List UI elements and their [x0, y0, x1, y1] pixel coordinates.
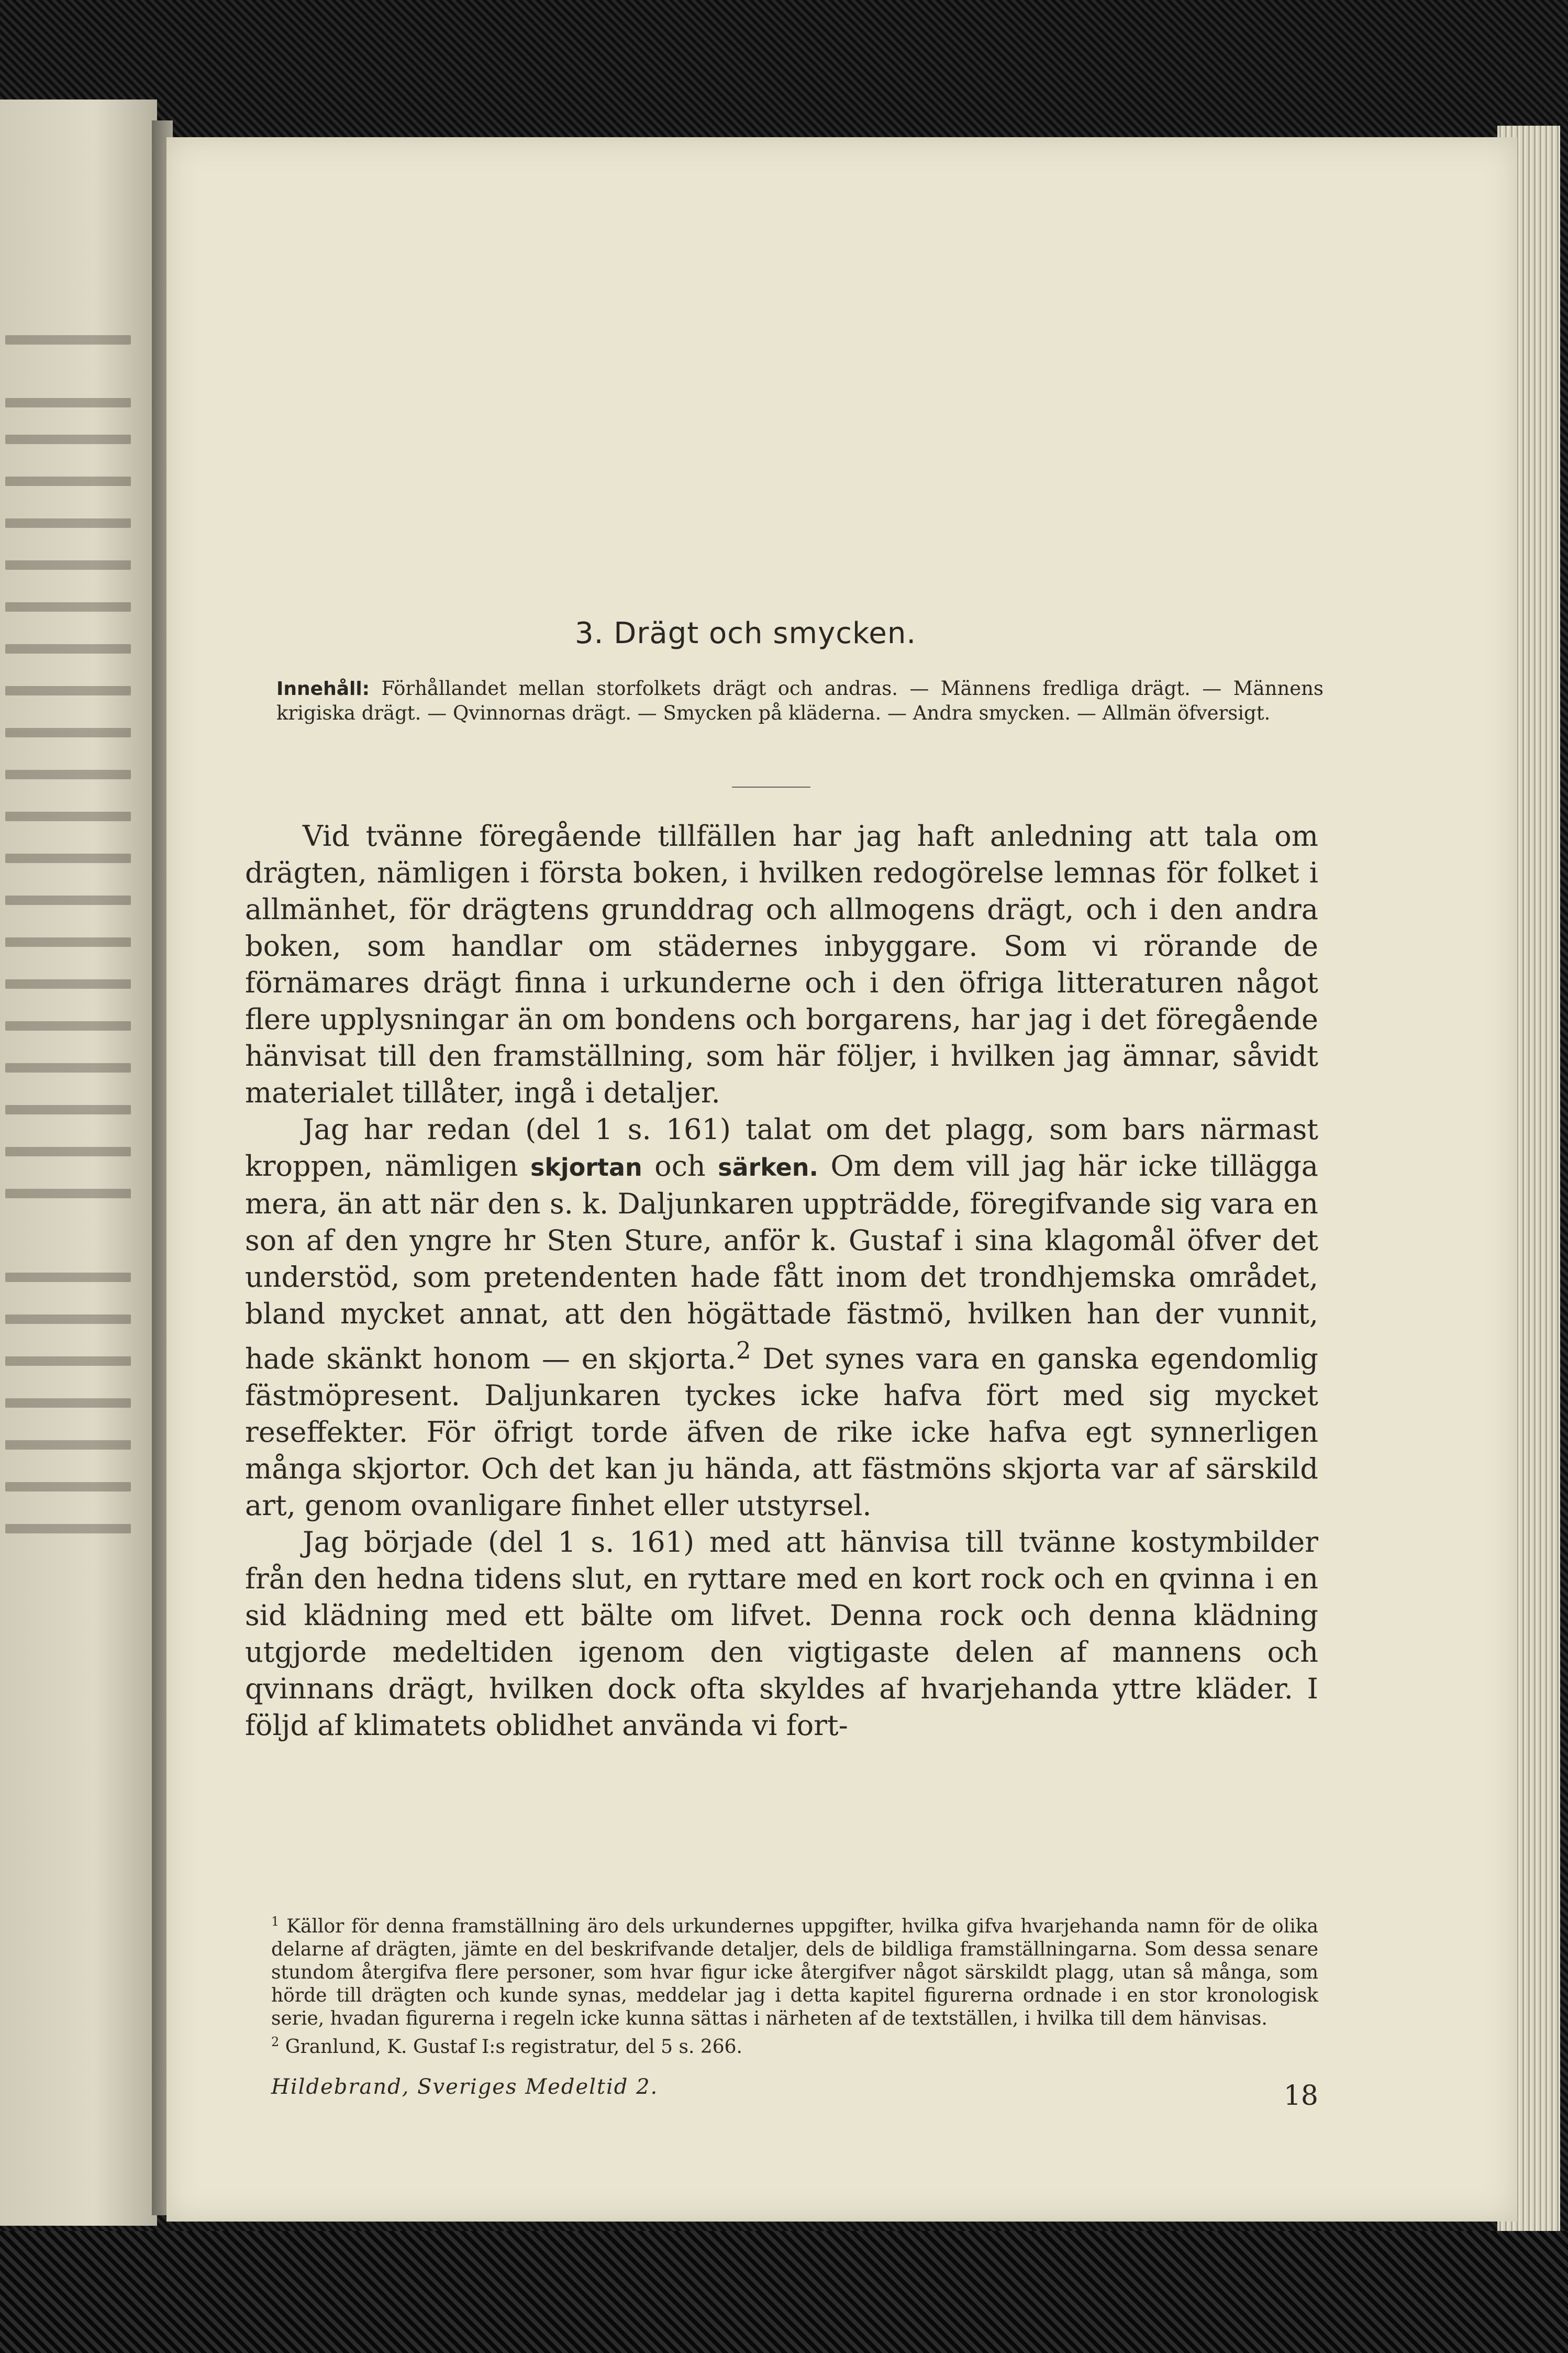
term-skjortan: skjortan: [530, 1153, 642, 1181]
footnote-2-mark: 2: [271, 2035, 280, 2049]
paragraph-2-conj: och: [642, 1150, 718, 1183]
paragraph-2-end: Det synes vara en ganska egendomlig fästmöpresent. Daljunkaren tyckes icke hafva fört med sig mycket reseffekter. För öfrigt torde äfven de rike icke hafva egt synnerligen många skjortor. Och det kan ju hända, att fästmöns skjorta var af särskild art, genom ovanligare finhet eller utstyrsel.: [245, 1342, 1318, 1522]
running-title: Hildebrand, Sveriges Medeltid 2.: [271, 2075, 659, 2099]
footnote-1: [271, 1910, 1318, 2030]
footnote-ref-2: 2: [736, 1336, 751, 1364]
footnote-2-text: Granlund, K. Gustaf I:s registratur, del 5 s. 266.: [285, 2036, 742, 2058]
body-text: [245, 818, 1318, 1744]
footnote-1-mark: 1: [271, 1914, 280, 1929]
footnote-2: [271, 2030, 1318, 2059]
paragraph-1: Vid tvänne föregående tillfällen har jag haft anledning att tala om drägten, nämligen i första boken, i hvilken redogörelse lemnas för folket i allmänhet, för drägtens grunddrag och allmogens drägt, och i den andra boken, som handlar om städernes inbyggare. Som vi rörande de förnämares drägt finna i urkunderne och i den öfriga litteraturen något flere upplysningar än om bondens och borgarens, har jag i det föregående hänvisat till den framställning, som här följer, i hvilken jag ämnar, såvidt materialet tillåter, ingå i detaljer.: [245, 820, 1318, 1109]
scanner-bottom-edge: [0, 2231, 1568, 2353]
footnote-1-text: Källor för denna framställning äro dels urkundernes uppgifter, hvilka gifva hvarjehanda namn för de olika delarne af drägten, jämte en del beskrifvande detaljer, dels de bildliga framställningarna. Som dessa senare stundom återgifva flere personer, som hvar figur icke återgifver något särskildt plagg, utan så många, som hörde till drägten och kunde synas, meddelar jag i detta kapitel figurerna ordnade i en stor kronologisk serie, hvadan figurerna i regeln icke kunna sättas i närheten af de textställen, i hvilka till dem hänvisas.: [271, 1916, 1318, 2029]
facing-page-edge: [0, 100, 157, 2226]
term-sarken: särken.: [718, 1153, 819, 1181]
paragraph-3: Jag började (del 1 s. 161) med att hänvisa till tvänne kostymbilder från den hedna tidens slut, en ryttare med en kort rock och en qvinna i en sid klädning med ett bälte om lifvet. Denna rock och denna klädning utgjorde medeltiden igenom den vigtigaste delen af mannens och qvinnans drägt, hvilken dock ofta skyldes af hvarjehanda yttre kläder. I följd af klimatets oblidhet använda vi fort-: [245, 1526, 1318, 1742]
summary-label: Innehåll:: [276, 678, 370, 700]
chapter-summary: [276, 677, 1324, 725]
book-page: [166, 137, 1517, 2222]
section-divider: [732, 787, 810, 788]
paragraph-2-middle: Om dem vill jag här icke tillägga mera, än att när den s. k. Daljunkaren uppträdde, föregifvande sig vara en son af den yngre hr Sten Sture, anför k. Gustaf i sina klagomål öfver det understöd, som pretendenten hade fått inom det trondhjemska området, bland mycket annat, att den högättade fästmö, hvilken han der vunnit, hade skänkt honom — en skjorta.: [245, 1150, 1318, 1375]
page-number: 18: [1283, 2080, 1318, 2112]
paragraph-2-start: Jag har redan (del 1 s. 161) talat om det plagg, som bars närmast kroppen, nämligen: [245, 1113, 1318, 1183]
summary-text: Förhållandet mellan storfolkets drägt och andras. — Männens fredliga drägt. — Männens krigiska drägt. — Qvinnornas drägt. — Smycken på kläderna. — Andra smycken. — Allmän öfversigt.: [276, 677, 1324, 724]
chapter-heading: 3. Drägt och smycken.: [575, 616, 917, 650]
page-footer: [271, 2075, 1318, 2112]
footnotes: [271, 1910, 1318, 2059]
paragraph-2: [245, 1111, 1318, 1524]
